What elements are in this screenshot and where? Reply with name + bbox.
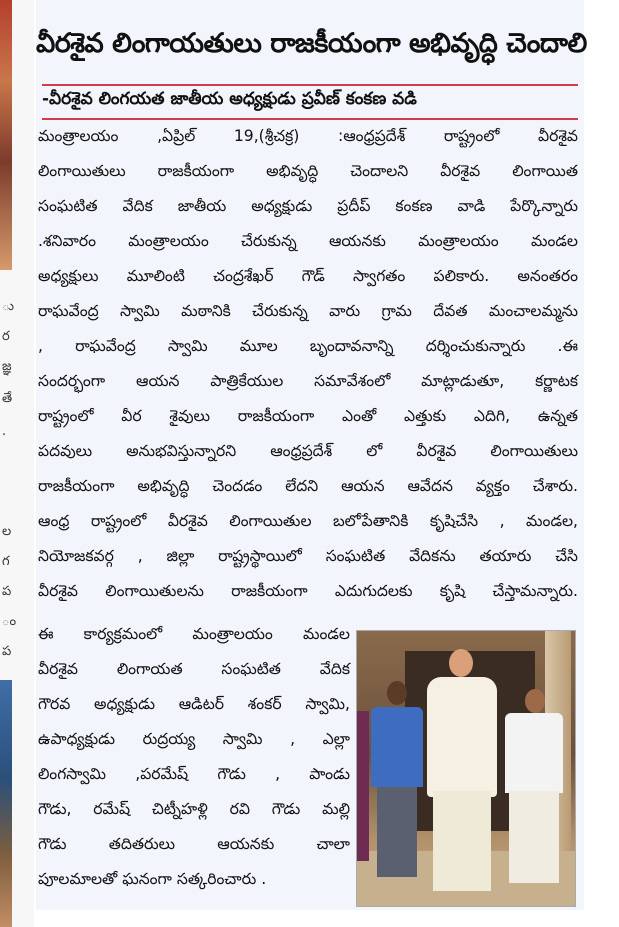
adjacent-text-fragment: జ్ఞ [2, 359, 12, 374]
article-body-line: రాఘవేంద్ర స్వామి మఠానికి చేరుకున్న వారు గ్రామ దేవత మంచాలమ్మను [38, 302, 578, 320]
article-body-line: సంఘటిత వేదిక జాతీయ అధ్యక్షుడు ప్రదీప్ కంకణ వాడి పేర్కొన్నారు [38, 197, 578, 215]
news-article [36, 0, 587, 910]
article-body-line: .శనివారం మంత్రాలయం చేరుకున్న ఆయనకు మంత్రాలయం మండల [38, 232, 578, 250]
article-body-line: గౌరవ అధ్యక్షుడు ఆడిటర్ శంకర్ స్వామి, [38, 695, 350, 713]
adjacent-text-fragment: ల [2, 524, 12, 539]
article-headline: వీరశైవ లింగాయతులు రాజకీయంగా అభివృద్ధి చెందాలి [36, 28, 587, 59]
adjacent-text-fragment: ు [2, 299, 15, 314]
article-body-line: పదవులు అనుభవిస్తున్నారని ఆంధ్రప్రదేశ్ లో వీరశైవ లింగాయితులు [38, 442, 578, 460]
adjacent-text-fragment: . [2, 424, 7, 439]
article-body-line: పూలమాలతో ఘనంగా సత్కరించారు . [38, 870, 267, 888]
article-body-line: గౌడు, రమేష్ చిట్నీహళ్లి రవి గౌడు మల్లి [38, 800, 350, 818]
article-body-line: మంత్రాలయం ,ఏప్రిల్ 19,(శ్రీచక్ర) :ఆంధ్రప్రదేశ్ రాష్ట్రంలో వీరశైవ [38, 127, 578, 145]
adjacent-photo-fragment [0, 680, 12, 927]
person-partial [357, 711, 369, 861]
article-body-line: గౌడు తదితరులు ఆయనకు చాలా [38, 835, 350, 853]
article-body-line: రాజకీయంగా అభివృద్ధి చెందడం లేదని ఆయన ఆవేదన వ్యక్తం చేశారు. [38, 477, 578, 495]
person-head [449, 649, 473, 677]
article-body-line: ఆంధ్ర రాష్ట్రంలో వీరశైవ లింగాయితుల బలోపేతానికి కృషిచేసి , మండల, [38, 512, 578, 530]
article-body-line: లింగాయితులు రాజకీయంగా అభివృద్ధి చెందాలని వీరశైవ లింగాయిత [38, 162, 578, 180]
article-body-line: లింగస్వామి ,పరమేష్ గౌడు , పాండు [38, 765, 350, 783]
article-subheadline: -వీరశైవ లింగయత జాతీయ అధ్యక్షుడు ప్రవీణ్ కంకణ వడి [42, 89, 417, 109]
person-body [505, 713, 563, 793]
adjacent-text-fragment: ర [2, 329, 10, 344]
adjacent-text-fragment: గ [2, 554, 10, 569]
person-legs [509, 791, 559, 883]
adjacent-text-fragment: ప [2, 584, 12, 599]
article-body-line: నియోజకవర్గ , జిల్లా రాష్ట్రస్థాయిలో సంఘటిత వేదికను తయారు చేసి [38, 547, 578, 565]
article-body-line: ఉపాధ్యక్షుడు రుద్రయ్య స్వామి , ఎల్లా [38, 730, 350, 748]
adjacent-text-fragment: తే [2, 391, 13, 406]
adjacent-text-fragment: ప [2, 644, 12, 659]
article-body-line: వీరశైవ లింగాయితులను రాజకీయంగా ఎదుగుదలకు కృషి చేస్తామన్నారు. [38, 582, 578, 600]
subheadline-divider [42, 118, 578, 120]
article-body-line: , రాఘవేంద్ర స్వామి మూల బృందావనాన్ని దర్శించుకున్నారు .ఈ [38, 337, 578, 355]
adjacent-photo-fragment [0, 0, 12, 270]
person-head [525, 689, 545, 713]
person-legs [377, 787, 417, 877]
person-head [387, 681, 407, 705]
article-photo [356, 630, 576, 907]
article-body-line: రాష్ట్రంలో వీర శైవులు రాజకీయంగా ఎంతో ఎత్తుకు ఎదిగి, ఉన్నత [38, 407, 578, 425]
person-body [371, 707, 423, 787]
person-body [427, 677, 497, 797]
article-body-line: వీరశైవ లింగాయత సంఘటిత వేదిక [38, 660, 350, 678]
headline-divider [42, 84, 578, 86]
article-body-line: అధ్యక్షులు మూలింటి చంద్రశేఖర్ గౌడ్ స్వాగతం పలికారు. అనంతరం [38, 267, 578, 285]
adjacent-text-fragment: ం [2, 614, 17, 629]
article-body-line: సందర్భంగా ఆయన పాత్రికేయుల సమావేశంలో మాట్లాడుతూ, కర్ణాటక [38, 372, 578, 390]
article-body-line: ఈ కార్యక్రమంలో మంత్రాలయం మండల [38, 625, 350, 643]
person-legs [433, 791, 491, 891]
adjacent-column-fragment [0, 0, 34, 927]
